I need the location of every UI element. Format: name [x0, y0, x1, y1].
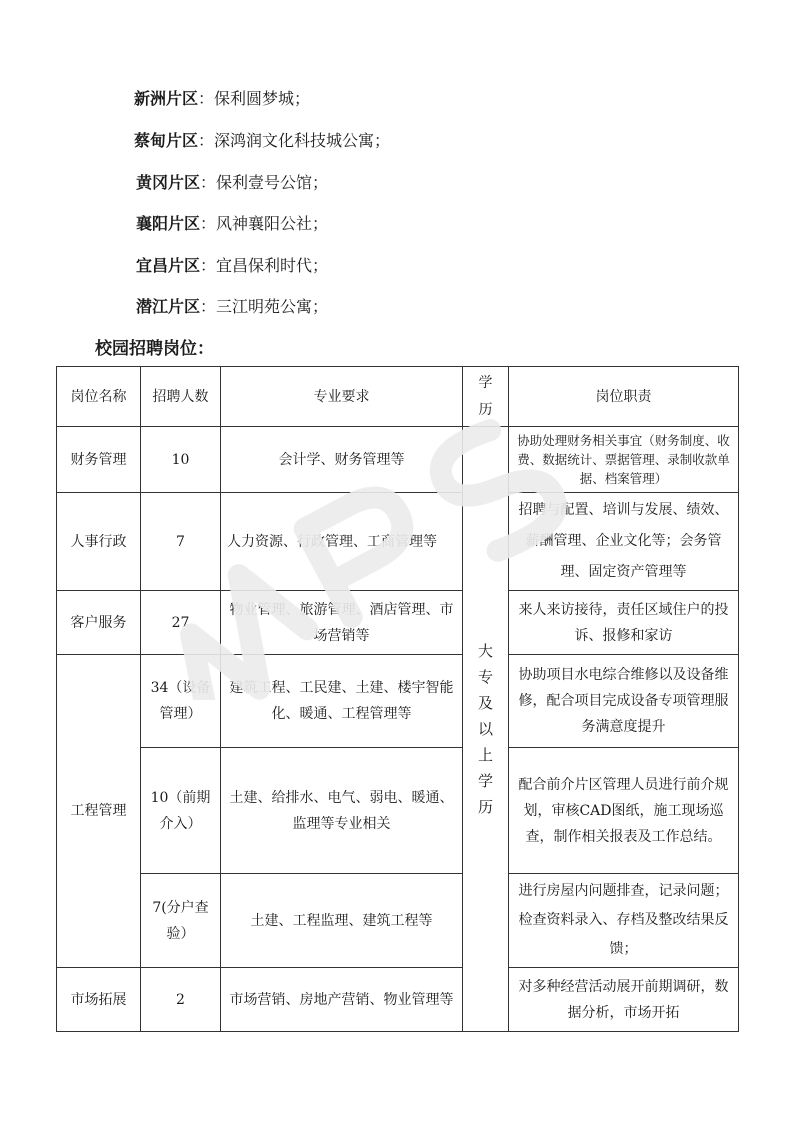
table-header-row [57, 367, 739, 427]
district-line [136, 253, 328, 276]
cell-count: 7(分户查验） [141, 874, 221, 968]
cell-count: 2 [141, 968, 221, 1032]
district-value: 风神襄阳公社； [216, 214, 329, 233]
district-line [136, 170, 328, 193]
table-row [57, 748, 739, 874]
cell-position: 客户服务 [57, 591, 141, 655]
district-sep: ： [198, 131, 215, 150]
header-edu: 学历 [463, 367, 509, 427]
district-value: 保利壹号公馆； [216, 173, 329, 192]
district-value: 三江明苑公寓； [216, 297, 329, 316]
cell-duty: 招聘与配置、培训与发展、绩效、薪酬管理、企业文化等；会务管理、固定资产管理等 [509, 493, 739, 591]
table-row [57, 427, 739, 493]
cell-duty: 协助项目水电综合维修以及设备维修，配合项目完成设备专项管理服务满意度提升 [509, 655, 739, 748]
cell-duty: 来人来访接待，责任区域住户的投诉、报修和家访 [509, 591, 739, 655]
cell-count: 7 [141, 493, 221, 591]
district-sep: ： [200, 297, 217, 316]
district-sep: ： [200, 214, 217, 233]
cell-count: 27 [141, 591, 221, 655]
table-row [57, 968, 739, 1032]
cell-major: 土建、工程监理、建筑工程等 [221, 874, 463, 968]
district-value: 宜昌保利时代； [216, 256, 329, 275]
recruitment-table [56, 366, 739, 1032]
district-value: 深鸿润文化科技城公寓； [214, 131, 391, 150]
cell-duty: 配合前介片区管理人员进行前介规划，审核CAD图纸，施工现场巡查，制作相关报表及工作总结。 [509, 748, 739, 874]
cell-duty: 对多种经营活动展开前期调研，数据分析，市场开拓 [509, 968, 739, 1032]
cell-count: 10 [141, 427, 221, 493]
cell-major: 人力资源、行政管理、工商管理等 [221, 493, 463, 591]
header-position: 岗位名称 [57, 367, 141, 427]
table-row [57, 874, 739, 968]
section-title: 校园招聘岗位： [95, 339, 214, 359]
district-name: 潜江片区 [136, 297, 201, 316]
cell-position: 工程管理 [57, 655, 141, 968]
cell-education: 大专及以上学历 [463, 427, 509, 1032]
cell-major: 物业管理、旅游管理、酒店管理、市场营销等 [221, 591, 463, 655]
watermark-text: WPS [388, 550, 392, 551]
district-line [136, 294, 328, 317]
district-name: 新洲片区 [134, 89, 199, 108]
district-name: 襄阳片区 [136, 214, 201, 233]
district-line [134, 128, 390, 151]
table-row [57, 655, 739, 748]
cell-major: 市场营销、房地产营销、物业管理等 [221, 968, 463, 1032]
district-value: 保利圆梦城； [214, 89, 311, 108]
district-name: 蔡甸片区 [134, 131, 199, 150]
cell-major: 建筑工程、工民建、土建、楼宇智能化、暖通、工程管理等 [221, 655, 463, 748]
district-sep: ： [198, 89, 215, 108]
district-sep: ： [200, 173, 217, 192]
header-count: 招聘人数 [141, 367, 221, 427]
table-row [57, 591, 739, 655]
header-major: 专业要求 [221, 367, 463, 427]
district-name: 黄冈片区 [136, 173, 201, 192]
district-name: 宜昌片区 [136, 256, 201, 275]
header-duty: 岗位职责 [509, 367, 739, 427]
district-sep: ： [200, 256, 217, 275]
cell-major: 土建、给排水、电气、弱电、暖通、监理等专业相关 [221, 748, 463, 874]
table-row [57, 493, 739, 591]
cell-duty: 协助处理财务相关事宜（财务制度、收费、数据统计、票据管理、录制收款单据、档案管理） [509, 427, 739, 493]
cell-count: 34（设备管理） [141, 655, 221, 748]
cell-duty: 进行房屋内问题排查，记录问题；检查资料录入、存档及整改结果反馈； [509, 874, 739, 968]
district-line [136, 211, 328, 234]
district-line [134, 86, 310, 109]
cell-position: 市场拓展 [57, 968, 141, 1032]
cell-count: 10（前期介入） [141, 748, 221, 874]
cell-position: 财务管理 [57, 427, 141, 493]
cell-major: 会计学、财务管理等 [221, 427, 463, 493]
cell-position: 人事行政 [57, 493, 141, 591]
